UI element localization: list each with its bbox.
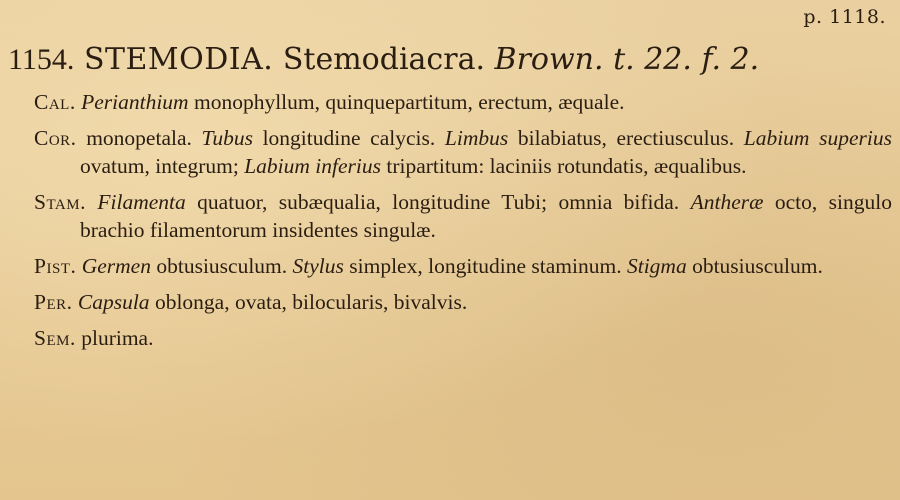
- term: Stylus: [292, 254, 344, 278]
- entry-pistil: [34, 252, 892, 280]
- entry-label: Sem.: [34, 326, 76, 350]
- genus-synonym: Stemodiacra.: [282, 42, 485, 77]
- text: tripartitum: laciniis rotundatis, æqualibus.: [381, 154, 747, 178]
- term: Labium superius: [743, 126, 892, 150]
- entry-label: Cor.: [34, 126, 77, 150]
- entry-number: 1154.: [8, 43, 75, 76]
- term: Tubus: [201, 126, 253, 150]
- term: Limbus: [444, 126, 509, 150]
- text: longitudine calycis.: [252, 126, 445, 150]
- entry-label: Cal.: [34, 90, 76, 114]
- text: obtusiusculum.: [686, 254, 823, 278]
- text: octo, singulo brachio filamentorum insidentes singulæ.: [80, 190, 892, 242]
- text: obtusiusculum.: [150, 254, 293, 278]
- description-body: [34, 88, 892, 360]
- text: monopetala.: [76, 126, 202, 150]
- text: oblonga, ovata, bilocularis, bivalvis.: [149, 290, 468, 314]
- term: Stigma: [626, 254, 687, 278]
- term: Perianthium: [81, 90, 189, 114]
- entry-label: Stam.: [34, 190, 86, 214]
- text: bilabiatus, erectiusculus.: [508, 126, 744, 150]
- term: Antheræ: [690, 190, 764, 214]
- text: monophyllum, quinquepartitum, erectum, æquale.: [188, 90, 625, 114]
- text: simplex, longitudine staminum.: [343, 254, 627, 278]
- entry-label: Per.: [34, 290, 73, 314]
- text: ovatum, integrum;: [80, 154, 245, 178]
- text: quatuor, subæqualia, longitudine Tubi; omnia bifida.: [185, 190, 691, 214]
- term: Germen: [81, 254, 151, 278]
- entry-calyx: [34, 88, 892, 116]
- page-number: p. 1118.: [803, 6, 886, 28]
- genus-heading: [8, 40, 890, 80]
- entry-stamens: [34, 188, 892, 244]
- term: Filamenta: [97, 190, 186, 214]
- term: Labium inferius: [244, 154, 381, 178]
- entry-corolla: [34, 124, 892, 180]
- genus-name: STEMODIA.: [83, 42, 274, 77]
- term: Capsula: [77, 290, 150, 314]
- entry-seeds: [34, 324, 892, 352]
- entry-label: Pist.: [34, 254, 77, 278]
- text: plurima.: [75, 326, 154, 350]
- genus-reference: Brown. t. 22. f. 2.: [494, 42, 760, 77]
- entry-pericarp: [34, 288, 892, 316]
